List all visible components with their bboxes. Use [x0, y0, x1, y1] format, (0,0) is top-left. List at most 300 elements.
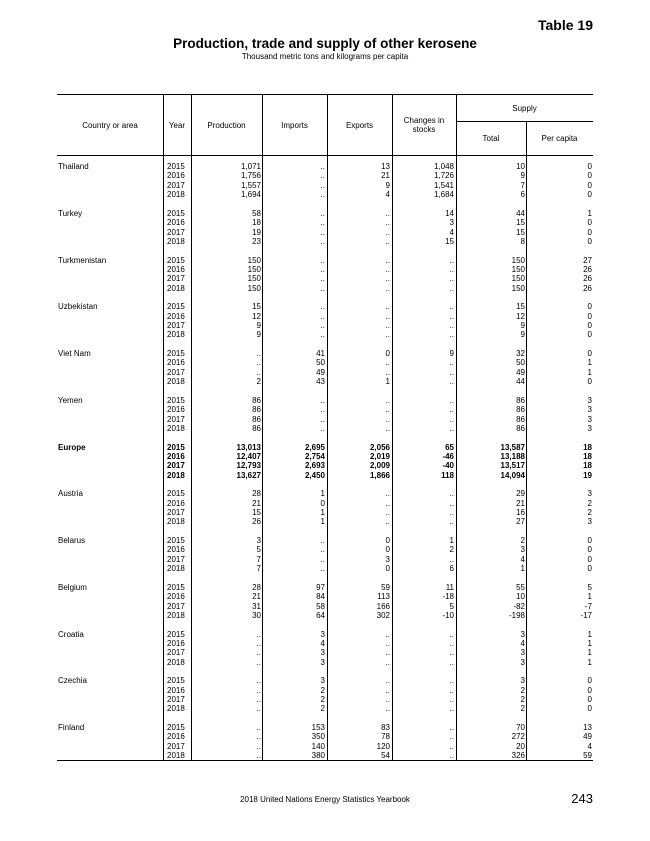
cell-per-capita: 0	[587, 536, 592, 545]
cell-changes: ..	[449, 732, 454, 742]
cell-year: 2018	[167, 283, 185, 293]
cell-year: 2017	[167, 461, 185, 471]
cell-exports: ..	[385, 255, 390, 265]
table-row	[57, 461, 593, 470]
cell-per-capita: 0	[587, 349, 592, 358]
cell-exports: ..	[385, 208, 390, 218]
cell-per-capita: 0	[587, 704, 592, 714]
cell-per-capita: 18	[583, 461, 592, 471]
cell-exports: 1,866	[369, 470, 390, 480]
cell-changes: ..	[449, 554, 454, 564]
cell-year: 2018	[167, 236, 185, 246]
cell-changes: 1,684	[433, 190, 454, 200]
cell-per-capita: 0	[587, 685, 592, 695]
cell-imports: ..	[320, 162, 325, 171]
table-row	[57, 377, 593, 386]
cell-year: 2018	[167, 610, 185, 620]
cell-year: 2017	[167, 227, 185, 237]
table-row	[57, 181, 593, 190]
cell-per-capita: 1	[587, 208, 592, 218]
table-row	[57, 368, 593, 377]
cell-total: 44	[516, 208, 525, 218]
cell-exports: ..	[385, 367, 390, 377]
cell-production: 3	[256, 536, 261, 545]
cell-total: 6	[520, 190, 525, 200]
cell-production: 9	[256, 321, 261, 331]
cell-total: 16	[516, 508, 525, 518]
cell-imports: 3	[320, 648, 325, 658]
cell-per-capita: 5	[587, 582, 592, 592]
cell-imports: ..	[320, 405, 325, 415]
cell-total: 3	[520, 676, 525, 686]
cell-production: ..	[256, 349, 261, 358]
table-row	[57, 489, 593, 498]
cell-year: 2015	[167, 349, 185, 358]
cell-production: 5	[256, 545, 261, 555]
cell-exports: ..	[385, 704, 390, 714]
cell-production: 18	[252, 218, 261, 228]
cell-exports: ..	[385, 489, 390, 499]
table-row	[57, 695, 593, 704]
cell-year: 2016	[167, 264, 185, 274]
cell-exports: 3	[385, 554, 390, 564]
cell-imports: ..	[320, 208, 325, 218]
cell-total: -82	[513, 601, 525, 611]
table-row	[57, 583, 593, 592]
cell-total: 3	[520, 545, 525, 555]
table-row	[57, 471, 593, 480]
cell-changes: ..	[449, 638, 454, 648]
cell-total: 9	[520, 171, 525, 181]
cell-total: 272	[511, 732, 525, 742]
cell-imports: ..	[320, 321, 325, 331]
cell-total: 49	[516, 367, 525, 377]
cell-per-capita: 13	[583, 723, 592, 732]
table-row	[57, 676, 593, 685]
cell-year: 2016	[167, 638, 185, 648]
cell-changes: 1,048	[433, 162, 454, 171]
cell-changes: 15	[445, 236, 454, 246]
cell-per-capita: 0	[587, 676, 592, 686]
table-row	[57, 630, 593, 639]
cell-exports: 0	[385, 536, 390, 545]
cell-imports: ..	[320, 554, 325, 564]
cell-per-capita: 0	[587, 190, 592, 200]
table-row	[57, 443, 593, 452]
cell-exports: 13	[381, 162, 390, 171]
cell-production: 28	[252, 489, 261, 499]
cell-total: 12	[516, 311, 525, 321]
cell-production: ..	[256, 676, 261, 686]
cell-year: 2016	[167, 405, 185, 415]
cell-per-capita: 1	[587, 657, 592, 667]
cell-total: 2	[520, 536, 525, 545]
cell-per-capita: 26	[583, 264, 592, 274]
cell-total: 14,094	[500, 470, 525, 480]
cell-exports: 113	[377, 592, 390, 602]
table-row	[57, 396, 593, 405]
cell-year: 2016	[167, 592, 185, 602]
cell-imports: ..	[320, 171, 325, 181]
cell-production: 1,557	[240, 180, 261, 190]
cell-per-capita: -17	[580, 610, 592, 620]
cell-year: 2015	[167, 536, 185, 545]
cell-total: 13,188	[500, 451, 525, 461]
table-row	[57, 452, 593, 461]
cell-year: 2017	[167, 180, 185, 190]
cell-total: 4	[520, 554, 525, 564]
cell-exports: ..	[385, 508, 390, 518]
cell-exports: ..	[385, 330, 390, 340]
cell-imports: 380	[311, 751, 325, 761]
cell-production: ..	[256, 723, 261, 732]
cell-per-capita: 3	[587, 414, 592, 424]
cell-changes: ..	[449, 414, 454, 424]
cell-imports: 1	[320, 508, 325, 518]
table-row	[57, 358, 593, 367]
cell-production: 86	[252, 405, 261, 415]
cell-per-capita: 0	[587, 171, 592, 181]
cell-production: ..	[256, 358, 261, 368]
cell-year: 2018	[167, 330, 185, 340]
cell-year: 2018	[167, 190, 185, 200]
cell-imports: ..	[320, 423, 325, 433]
cell-per-capita: 3	[587, 395, 592, 405]
cell-total: 8	[520, 236, 525, 246]
cell-exports: ..	[385, 264, 390, 274]
cell-imports: 3	[320, 676, 325, 686]
cell-changes: 1	[449, 536, 454, 545]
cell-changes: 65	[445, 442, 454, 452]
cell-year: 2015	[167, 629, 185, 639]
table-row	[57, 704, 593, 713]
cell-per-capita: 0	[587, 236, 592, 246]
cell-per-capita: 0	[587, 330, 592, 340]
cell-exports: ..	[385, 685, 390, 695]
cell-changes: ..	[449, 723, 454, 732]
cell-exports: ..	[385, 405, 390, 415]
cell-production: 19	[252, 227, 261, 237]
cell-year: 2018	[167, 657, 185, 667]
cell-year: 2015	[167, 302, 185, 312]
cell-imports: 2,754	[304, 451, 325, 461]
cell-changes: -10	[442, 610, 454, 620]
header-changes-in-stocks: Changes in stocks	[403, 116, 445, 134]
cell-exports: 2,056	[369, 442, 390, 452]
cell-production: ..	[256, 732, 261, 742]
table-row	[57, 190, 593, 199]
cell-imports: 49	[316, 367, 325, 377]
cell-changes: ..	[449, 264, 454, 274]
cell-year: 2018	[167, 470, 185, 480]
cell-total: 21	[516, 498, 525, 508]
cell-exports: 4	[385, 190, 390, 200]
cell-total: 55	[516, 582, 525, 592]
cell-total: 150	[511, 283, 525, 293]
cell-per-capita: 1	[587, 638, 592, 648]
cell-changes: ..	[449, 302, 454, 312]
header-supply-total: Total	[482, 134, 500, 143]
cell-production: ..	[256, 751, 261, 761]
cell-imports: 3	[320, 629, 325, 639]
cell-per-capita: 27	[583, 255, 592, 265]
cell-year: 2017	[167, 601, 185, 611]
cell-exports: ..	[385, 236, 390, 246]
cell-year: 2016	[167, 171, 185, 181]
cell-exports: ..	[385, 676, 390, 686]
cell-year: 2015	[167, 582, 185, 592]
cell-year: 2016	[167, 732, 185, 742]
cell-exports: ..	[385, 395, 390, 405]
table-row	[57, 658, 593, 667]
cell-changes: -40	[442, 461, 454, 471]
cell-total: 3	[520, 629, 525, 639]
cell-imports: 41	[316, 349, 325, 358]
cell-total: 2	[520, 685, 525, 695]
cell-total: 7	[520, 180, 525, 190]
cell-exports: 78	[381, 732, 390, 742]
cell-per-capita: 0	[587, 218, 592, 228]
cell-imports: ..	[320, 545, 325, 555]
cell-year: 2017	[167, 321, 185, 331]
cell-production: 150	[247, 274, 261, 284]
cell-changes: ..	[449, 358, 454, 368]
country-name: Belgium	[58, 582, 87, 592]
cell-changes: 6	[449, 564, 454, 574]
cell-exports: ..	[385, 414, 390, 424]
cell-year: 2015	[167, 395, 185, 405]
cell-production: ..	[256, 629, 261, 639]
cell-total: 86	[516, 414, 525, 424]
cell-production: ..	[256, 648, 261, 658]
cell-changes: ..	[449, 283, 454, 293]
cell-production: ..	[256, 657, 261, 667]
cell-imports: ..	[320, 190, 325, 200]
cell-imports: 3	[320, 657, 325, 667]
cell-per-capita: 3	[587, 423, 592, 433]
cell-imports: 97	[316, 582, 325, 592]
cell-production: 12	[252, 311, 261, 321]
cell-imports: 2	[320, 704, 325, 714]
cell-exports: ..	[385, 695, 390, 705]
cell-imports: 153	[311, 723, 325, 732]
cell-production: 1,071	[240, 162, 261, 171]
table-row	[57, 274, 593, 283]
table-row	[57, 405, 593, 414]
table-row	[57, 349, 593, 358]
cell-changes: ..	[449, 704, 454, 714]
cell-per-capita: 0	[587, 227, 592, 237]
table-row	[57, 209, 593, 218]
cell-year: 2017	[167, 648, 185, 658]
cell-changes: ..	[449, 629, 454, 639]
cell-changes: 1,726	[433, 171, 454, 181]
country-name: Austria	[58, 489, 83, 499]
cell-imports: ..	[320, 255, 325, 265]
cell-per-capita: 0	[587, 554, 592, 564]
cell-year: 2015	[167, 723, 185, 732]
cell-imports: ..	[320, 227, 325, 237]
cell-production: ..	[256, 638, 261, 648]
cell-total: 326	[511, 751, 525, 761]
cell-imports: 1	[320, 489, 325, 499]
cell-imports: 2	[320, 695, 325, 705]
cell-total: 9	[520, 321, 525, 331]
cell-per-capita: 49	[583, 732, 592, 742]
cell-production: 30	[252, 610, 261, 620]
table-row	[57, 555, 593, 564]
cell-production: 1,694	[240, 190, 261, 200]
table-row	[57, 499, 593, 508]
cell-production: 86	[252, 395, 261, 405]
cell-production: ..	[256, 367, 261, 377]
cell-per-capita: 59	[583, 751, 592, 761]
cell-production: 12,407	[236, 451, 261, 461]
cell-per-capita: 1	[587, 648, 592, 658]
cell-per-capita: 3	[587, 405, 592, 415]
cell-total: 3	[520, 657, 525, 667]
table-row	[57, 508, 593, 517]
cell-year: 2017	[167, 274, 185, 284]
cell-imports: 140	[311, 741, 325, 751]
cell-per-capita: 18	[583, 442, 592, 452]
cell-total: 9	[520, 330, 525, 340]
cell-imports: ..	[320, 330, 325, 340]
cell-imports: 84	[316, 592, 325, 602]
cell-changes: 2	[449, 545, 454, 555]
cell-changes: ..	[449, 685, 454, 695]
cell-year: 2018	[167, 377, 185, 387]
cell-exports: ..	[385, 321, 390, 331]
cell-year: 2018	[167, 517, 185, 527]
cell-exports: ..	[385, 274, 390, 284]
header-production: Production	[207, 120, 246, 130]
cell-per-capita: 0	[587, 545, 592, 555]
country-name: Turkey	[58, 208, 83, 218]
cell-imports: 2,693	[304, 461, 325, 471]
cell-per-capita: 26	[583, 274, 592, 284]
cell-year: 2017	[167, 554, 185, 564]
cell-year: 2015	[167, 162, 185, 171]
header-supply-per-capita: Per capita	[541, 134, 578, 143]
table-row	[57, 732, 593, 741]
table-title: Production, trade and supply of other kerosene	[173, 36, 477, 51]
cell-production: 7	[256, 564, 261, 574]
cell-imports: 2,695	[304, 442, 325, 452]
cell-exports: ..	[385, 629, 390, 639]
cell-total: 13,517	[500, 461, 525, 471]
table-row	[57, 256, 593, 265]
table-row	[57, 751, 593, 760]
cell-exports: ..	[385, 657, 390, 667]
country-name: Czechia	[58, 676, 87, 686]
cell-changes: 1,541	[433, 180, 454, 190]
cell-exports: ..	[385, 638, 390, 648]
cell-per-capita: 4	[587, 741, 592, 751]
cell-imports: 50	[316, 358, 325, 368]
cell-per-capita: 18	[583, 451, 592, 461]
cell-imports: 4	[320, 638, 325, 648]
cell-imports: 350	[311, 732, 325, 742]
cell-exports: 0	[385, 545, 390, 555]
table-row	[57, 517, 593, 526]
cell-changes: 9	[449, 349, 454, 358]
cell-total: 70	[516, 723, 525, 732]
cell-total: 32	[516, 349, 525, 358]
cell-per-capita: 1	[587, 358, 592, 368]
cell-production: 150	[247, 264, 261, 274]
table-row	[57, 171, 593, 180]
country-name: Viet Nam	[58, 349, 91, 358]
table-row	[57, 611, 593, 620]
header-country: Country or area	[82, 120, 138, 130]
cell-year: 2018	[167, 423, 185, 433]
cell-production: ..	[256, 685, 261, 695]
cell-per-capita: 0	[587, 321, 592, 331]
cell-imports: 43	[316, 377, 325, 387]
cell-exports: 54	[381, 751, 390, 761]
cell-per-capita: 19	[583, 470, 592, 480]
cell-imports: ..	[320, 311, 325, 321]
table-row	[57, 302, 593, 311]
cell-year: 2018	[167, 704, 185, 714]
cell-exports: 0	[385, 564, 390, 574]
cell-imports: ..	[320, 274, 325, 284]
cell-changes: ..	[449, 489, 454, 499]
cell-total: 15	[516, 227, 525, 237]
cell-exports: ..	[385, 227, 390, 237]
table-row	[57, 686, 593, 695]
table-row	[57, 162, 593, 171]
header-year: Year	[168, 120, 186, 130]
cell-exports: ..	[385, 218, 390, 228]
cell-year: 2016	[167, 685, 185, 695]
cell-changes: -18	[442, 592, 454, 602]
cell-per-capita: 3	[587, 489, 592, 499]
cell-imports: ..	[320, 395, 325, 405]
cell-changes: 5	[449, 601, 454, 611]
cell-imports: ..	[320, 283, 325, 293]
cell-per-capita: 1	[587, 592, 592, 602]
cell-production: 15	[252, 302, 261, 312]
cell-year: 2015	[167, 676, 185, 686]
cell-year: 2016	[167, 311, 185, 321]
country-name: Finland	[58, 723, 85, 732]
cell-changes: 4	[449, 227, 454, 237]
cell-year: 2015	[167, 255, 185, 265]
cell-production: 1,756	[240, 171, 261, 181]
cell-imports: 0	[320, 498, 325, 508]
footer-text: 2018 United Nations Energy Statistics Yearbook	[240, 795, 410, 804]
cell-production: 150	[247, 255, 261, 265]
cell-per-capita: 0	[587, 377, 592, 387]
cell-per-capita: 2	[587, 498, 592, 508]
cell-total: 4	[520, 638, 525, 648]
cell-per-capita: 2	[587, 508, 592, 518]
cell-total: 2	[520, 695, 525, 705]
cell-changes: 11	[445, 582, 454, 592]
country-name: Europe	[58, 442, 86, 452]
cell-total: 10	[516, 592, 525, 602]
cell-year: 2016	[167, 218, 185, 228]
cell-changes: ..	[449, 255, 454, 265]
cell-production: 2	[256, 377, 261, 387]
header-supply: Supply	[512, 103, 537, 113]
cell-production: 58	[252, 208, 261, 218]
cell-total: 10	[516, 162, 525, 171]
cell-per-capita: 1	[587, 629, 592, 639]
cell-total: 150	[511, 274, 525, 284]
